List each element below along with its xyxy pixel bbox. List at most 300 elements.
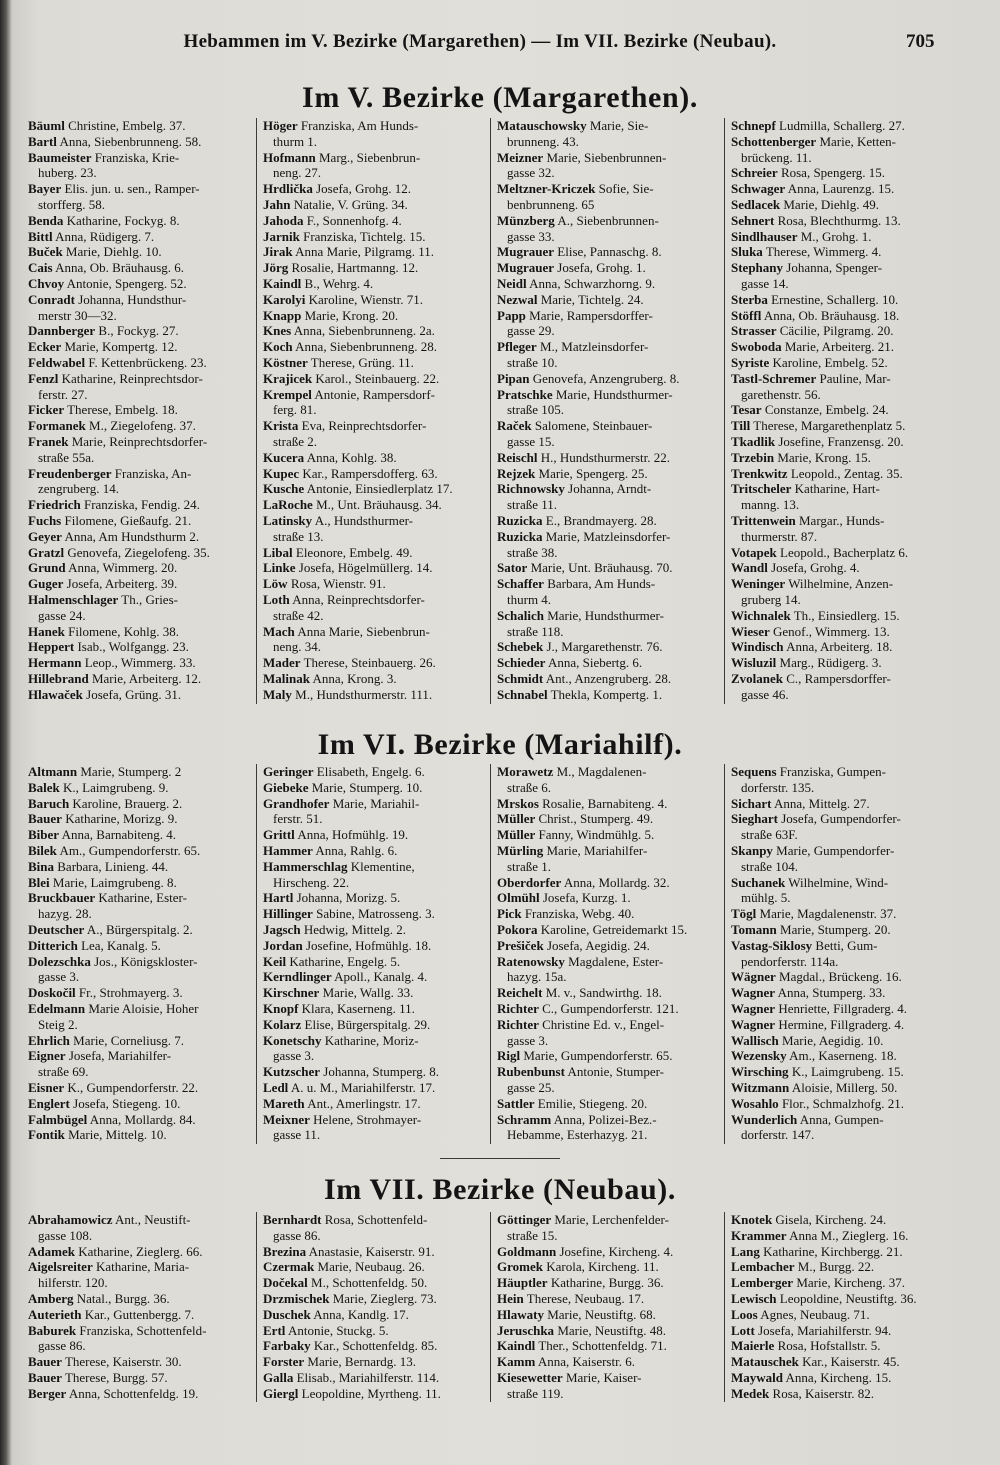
- midwife-name: Votapek: [731, 544, 777, 560]
- directory-entry: [731, 843, 955, 875]
- directory-entry: [263, 954, 487, 970]
- entry-address: Josefa, Mariahilfer-: [68, 1048, 172, 1064]
- directory-entry: [28, 655, 253, 671]
- entry-first-line: [497, 560, 721, 576]
- entry-address: Josefa, Aegidig. 24.: [546, 937, 650, 953]
- midwife-name: Kutzscher: [263, 1064, 321, 1080]
- directory-entry: [497, 1096, 721, 1112]
- midwife-name: Meltzner-Kriczek: [497, 181, 596, 197]
- midwife-name: Grandhofer: [263, 795, 330, 811]
- midwife-name: Mugrauer: [497, 244, 555, 260]
- entry-continuation: neng. 34.: [273, 639, 322, 655]
- entry-first-line: [263, 355, 487, 371]
- entry-first-line: [497, 1096, 721, 1112]
- directory-entry: [731, 1096, 955, 1112]
- directory-entry: [497, 466, 721, 482]
- entry-address: Marie, Kircheng. 37.: [796, 1275, 906, 1291]
- midwife-name: Linke: [263, 560, 296, 576]
- entry-address: Marie, Aegidig. 10.: [781, 1032, 884, 1048]
- entry-first-line: [731, 969, 955, 985]
- directory-entry: [497, 560, 721, 576]
- directory-entry: [263, 1307, 487, 1323]
- entry-address: Josefa, Kurzg. 1.: [542, 890, 631, 906]
- midwife-name: Fuchs: [28, 512, 62, 528]
- entry-address: M. v., Sandwirthg. 18.: [545, 985, 662, 1001]
- midwife-name: Krajicek: [263, 370, 313, 386]
- midwife-name: Reischl: [497, 449, 538, 465]
- entry-continuation: gasse 25.: [507, 1079, 555, 1095]
- entry-first-line: [263, 339, 487, 355]
- entry-address: Marie, Unt. Bräuhausg. 70.: [530, 560, 673, 576]
- entry-address: Marie, Bernardg. 13.: [307, 1354, 417, 1370]
- entry-address: Karoline, Embelg. 52.: [772, 354, 888, 370]
- entry-address: Am., Kaserneng. 18.: [789, 1048, 897, 1064]
- midwife-name: Ruzicka: [497, 512, 543, 528]
- midwife-name: Galla: [263, 1369, 294, 1385]
- directory-entry: [731, 1017, 955, 1033]
- entry-address: Leopoldine, Myrtheng. 11.: [301, 1385, 441, 1401]
- midwife-name: Doskočil: [28, 985, 76, 1001]
- entry-first-line: [497, 118, 721, 134]
- midwife-name: Schramm: [497, 1111, 552, 1127]
- entry-first-line: [731, 1259, 955, 1275]
- midwife-name: Ruzicka: [497, 528, 543, 544]
- entry-address: Kar., Kaiserstr. 45.: [802, 1354, 900, 1370]
- entry-address: Therese, Embelg. 18.: [67, 402, 178, 418]
- entry-address: Helene, Strohmayer-: [313, 1111, 422, 1127]
- directory-entry: [497, 843, 721, 875]
- entry-first-line: [497, 150, 721, 166]
- entry-first-line: [497, 639, 721, 655]
- entry-continuation: gruberg 14.: [741, 591, 801, 607]
- entry-first-line: [731, 513, 955, 529]
- entry-address: Marie, Krong. 15.: [777, 449, 871, 465]
- directory-entry: [731, 1307, 955, 1323]
- midwife-name: Trenkwitz: [731, 465, 788, 481]
- entry-first-line: [263, 687, 487, 703]
- midwife-name: Windisch: [731, 639, 784, 655]
- entry-first-line: [28, 1112, 253, 1128]
- entry-address: Therese, Grüng. 11.: [310, 354, 414, 370]
- entry-address: Johanna, Stumperg. 8.: [323, 1064, 439, 1080]
- midwife-name: Morawetz: [497, 764, 554, 779]
- entry-first-line: [263, 1338, 487, 1354]
- directory-entry: [28, 843, 253, 859]
- midwife-name: Tkadlik: [731, 433, 776, 449]
- entry-first-line: [28, 1307, 253, 1323]
- entry-address: Ernestine, Schallerg. 10.: [771, 291, 899, 307]
- entry-first-line: [731, 1275, 955, 1291]
- midwife-name: Giebeke: [263, 779, 309, 795]
- directory-entry: [497, 811, 721, 827]
- entry-address: Marie, Neustiftg. 48.: [557, 1322, 666, 1338]
- entry-first-line: [497, 764, 721, 780]
- entry-continuation: neng. 27.: [273, 165, 322, 181]
- entry-address: Am., Gumpendorferstr. 65.: [59, 842, 201, 858]
- entry-first-line: [263, 1017, 487, 1033]
- midwife-name: Latinsky: [263, 512, 313, 528]
- entry-address: Marie, Arbeiterg. 21.: [784, 339, 894, 355]
- directory-entry: [497, 1064, 721, 1096]
- entry-continuation: gasse 3.: [507, 1032, 549, 1048]
- directory-entry: [731, 466, 955, 482]
- midwife-name: Bartl: [28, 133, 57, 149]
- midwife-name: Freudenberger: [28, 465, 112, 481]
- entry-first-line: [263, 1212, 487, 1228]
- entry-first-line: [263, 292, 487, 308]
- directory-entry: [28, 560, 253, 576]
- directory-entry: [263, 985, 487, 1001]
- directory-entry: [28, 181, 253, 213]
- directory-entry: [263, 1080, 487, 1096]
- midwife-name: Bauer: [28, 1369, 62, 1385]
- entry-address: Emilie, Stiegeng. 20.: [537, 1095, 648, 1111]
- midwife-name: Jarnik: [263, 228, 300, 244]
- directory-entry: [28, 890, 253, 922]
- midwife-name: Pipan: [497, 370, 530, 386]
- midwife-name: Skanpy: [731, 842, 773, 858]
- directory-entry: [731, 655, 955, 671]
- directory-entry: [28, 1096, 253, 1112]
- midwife-name: Richter: [497, 1016, 539, 1032]
- midwife-name: Eisner: [28, 1079, 65, 1095]
- midwife-name: Häuptler: [497, 1275, 548, 1291]
- midwife-name: Lang: [731, 1243, 760, 1259]
- directory-entry: [497, 922, 721, 938]
- midwife-name: Knes: [263, 323, 292, 339]
- directory-entry: [263, 339, 487, 355]
- entry-first-line: [497, 529, 721, 545]
- directory-entry: [28, 213, 253, 229]
- directory-entry: [731, 118, 955, 134]
- entry-first-line: [28, 260, 253, 276]
- directory-entry: [28, 1127, 253, 1143]
- section-v-column-3: [490, 118, 724, 704]
- directory-entry: [263, 418, 487, 450]
- entry-first-line: [263, 118, 487, 134]
- midwife-name: Lewisch: [731, 1290, 777, 1306]
- directory-entry: [28, 229, 253, 245]
- entry-address: Marie, Diehlg. 10.: [65, 244, 162, 260]
- entry-address: Marie, Reinprechtsdorfer-: [71, 433, 208, 449]
- entry-address: Gisela, Kircheng. 24.: [775, 1212, 887, 1227]
- midwife-name: Schmidt: [497, 670, 544, 686]
- directory-entry: [731, 1291, 955, 1307]
- entry-first-line: [497, 450, 721, 466]
- entry-first-line: [28, 213, 253, 229]
- directory-entry: [731, 811, 955, 843]
- entry-address: Marie Aloisie, Hoher: [88, 1000, 199, 1016]
- directory-entry: [263, 1064, 487, 1080]
- directory-entry: [731, 938, 955, 970]
- entry-address: Josefine, Hofmühlg. 18.: [305, 937, 432, 953]
- entry-first-line: [263, 859, 487, 875]
- directory-entry: [28, 418, 253, 434]
- entry-address: Lea, Kanalg. 5.: [81, 937, 161, 953]
- midwife-name: Schaffer: [497, 576, 544, 592]
- entry-first-line: [28, 811, 253, 827]
- midwife-name: Sator: [497, 560, 528, 576]
- midwife-name: Grund: [28, 560, 66, 576]
- entry-first-line: [497, 260, 721, 276]
- entry-continuation: straße 2.: [273, 433, 318, 449]
- entry-first-line: [263, 418, 487, 434]
- entry-first-line: [263, 560, 487, 576]
- entry-address: Marie, Kaiser-: [565, 1369, 642, 1385]
- entry-continuation: straße 42.: [273, 607, 324, 623]
- entry-continuation: storfferg. 58.: [38, 196, 106, 212]
- midwife-name: Baburek: [28, 1322, 77, 1338]
- directory-entry: [497, 1354, 721, 1370]
- midwife-name: Jirak: [263, 244, 293, 260]
- entry-first-line: [263, 371, 487, 387]
- directory-entry: [28, 466, 253, 498]
- entry-address: Anna, Mollardg. 84.: [89, 1111, 196, 1127]
- entry-first-line: [263, 308, 487, 324]
- midwife-name: Sichart: [731, 795, 772, 811]
- directory-entry: [731, 545, 955, 561]
- entry-address: M., Burgg. 22.: [797, 1259, 875, 1275]
- midwife-name: Pratschke: [497, 386, 553, 402]
- entry-continuation: thurmerstr. 87.: [741, 528, 818, 544]
- entry-first-line: [497, 843, 721, 859]
- directory-entry: [263, 1354, 487, 1370]
- midwife-name: Baruch: [28, 795, 70, 811]
- entry-address: Anna, Barnabiteng. 4.: [61, 827, 177, 843]
- entry-address: Pauline, Mar-: [819, 370, 891, 386]
- directory-entry: [263, 513, 487, 545]
- entry-continuation: gasse 32.: [507, 165, 555, 181]
- directory-entry: [263, 1291, 487, 1307]
- entry-first-line: [731, 843, 955, 859]
- entry-address: Christine Ed. v., Engel-: [542, 1016, 665, 1032]
- midwife-name: Bina: [28, 858, 55, 874]
- midwife-name: Wagner: [731, 1016, 776, 1032]
- midwife-name: Buček: [28, 244, 63, 260]
- entry-first-line: [263, 1291, 487, 1307]
- midwife-name: Keil: [263, 953, 287, 969]
- directory-entry: [731, 1354, 955, 1370]
- entry-first-line: [731, 1291, 955, 1307]
- directory-entry: [731, 229, 955, 245]
- entry-continuation: benbrunneng. 65: [507, 196, 595, 212]
- directory-entry: [497, 387, 721, 419]
- midwife-name: Medek: [731, 1385, 770, 1401]
- midwife-name: Ditterich: [28, 937, 78, 953]
- entry-address: Marie, Corneliusg. 7.: [73, 1032, 184, 1048]
- entry-continuation: straße 11.: [507, 497, 558, 513]
- entry-address: Barbara, Am Hunds-: [547, 576, 656, 592]
- midwife-name: Altmann: [28, 764, 78, 779]
- entry-continuation: huberg. 23.: [38, 165, 97, 181]
- entry-address: Anna, Rahlg. 6.: [315, 842, 398, 858]
- entry-address: C., Gumpendorferstr. 121.: [542, 1000, 679, 1016]
- entry-continuation: thurm 4.: [507, 591, 552, 607]
- directory-entry: [263, 576, 487, 592]
- entry-continuation: mühlg. 5.: [741, 890, 791, 906]
- midwife-name: Reichelt: [497, 985, 543, 1001]
- entry-continuation: ferstr. 51.: [273, 811, 323, 827]
- directory-entry: [731, 985, 955, 1001]
- midwife-name: Hammerschlag: [263, 858, 348, 874]
- directory-entry: [497, 244, 721, 260]
- midwife-name: Richter: [497, 1000, 539, 1016]
- entry-first-line: [497, 576, 721, 592]
- entry-address: Henriette, Fillgraderg. 4.: [778, 1000, 907, 1016]
- midwife-name: Höger: [263, 118, 298, 133]
- directory-entry: [263, 780, 487, 796]
- directory-entry: [263, 181, 487, 197]
- entry-address: Josefine, Franzensg. 20.: [778, 433, 904, 449]
- midwife-name: Sedlacek: [731, 196, 781, 212]
- directory-entry: [497, 481, 721, 513]
- midwife-name: Malinak: [263, 670, 310, 686]
- directory-entry: [731, 513, 955, 545]
- entry-address: Leopoldine, Neustiftg. 36.: [779, 1290, 917, 1306]
- midwife-name: Kucera: [263, 449, 305, 465]
- entry-address: M., Matzleinsdorfer-: [539, 339, 649, 355]
- entry-continuation: straße 15.: [507, 1227, 558, 1243]
- entry-first-line: [731, 308, 955, 324]
- entry-first-line: [28, 1259, 253, 1275]
- midwife-name: Kamm: [497, 1354, 536, 1370]
- entry-first-line: [28, 244, 253, 260]
- midwife-name: Biber: [28, 827, 60, 843]
- midwife-name: Sehnert: [731, 212, 775, 228]
- midwife-name: Loth: [263, 591, 290, 607]
- directory-entry: [263, 1338, 487, 1354]
- entry-address: Anna, Mittelg. 27.: [774, 795, 870, 811]
- midwife-name: Karolyi: [263, 291, 306, 307]
- directory-entry: [731, 165, 955, 181]
- directory-entry: [731, 1244, 955, 1260]
- midwife-name: Bäuml: [28, 118, 65, 133]
- entry-address: Fr., Strohmayerg. 3.: [78, 985, 183, 1001]
- entry-first-line: [28, 875, 253, 891]
- entry-first-line: [28, 796, 253, 812]
- entry-first-line: [731, 244, 955, 260]
- entry-first-line: [497, 827, 721, 843]
- midwife-name: Krammer: [731, 1227, 787, 1243]
- directory-entry: [731, 1386, 955, 1402]
- directory-entry: [28, 1386, 253, 1402]
- entry-first-line: [731, 181, 955, 197]
- midwife-name: Hein: [497, 1290, 524, 1306]
- midwife-name: Wagner: [731, 1000, 776, 1016]
- midwife-name: Suchanek: [731, 874, 786, 890]
- midwife-name: Maierle: [731, 1338, 775, 1354]
- directory-entry: [497, 906, 721, 922]
- entry-continuation: straße 10.: [507, 354, 558, 370]
- entry-first-line: [497, 1370, 721, 1386]
- entry-continuation: straße 55a.: [38, 449, 95, 465]
- entry-first-line: [28, 1212, 253, 1228]
- entry-address: Josefa, Högelmüllerg. 14.: [298, 560, 433, 576]
- directory-entry: [731, 1048, 955, 1064]
- midwife-name: Sieghart: [731, 811, 778, 827]
- entry-first-line: [263, 954, 487, 970]
- directory-entry: [263, 827, 487, 843]
- entry-address: Ludmilla, Schallerg. 27.: [779, 118, 905, 133]
- entry-address: Rosa, Hofstallstr. 5.: [777, 1338, 881, 1354]
- entry-first-line: [28, 890, 253, 906]
- entry-address: Josefa, Grohg. 12.: [316, 181, 412, 197]
- directory-entry: [28, 1112, 253, 1128]
- entry-first-line: [263, 150, 487, 166]
- directory-entry: [731, 639, 955, 655]
- entry-address: Leop., Wimmerg. 33.: [84, 655, 196, 671]
- entry-first-line: [28, 639, 253, 655]
- entry-first-line: [28, 1370, 253, 1386]
- entry-first-line: [731, 1370, 955, 1386]
- midwife-name: Czermak: [263, 1259, 315, 1275]
- entry-address: A., Siebenbrunnen-: [557, 212, 659, 228]
- entry-address: Marie, Arbeiterg. 12.: [91, 670, 202, 686]
- entry-address: Franziska, Tichtelg. 15.: [303, 228, 426, 244]
- entry-first-line: [731, 229, 955, 245]
- entry-first-line: [497, 1354, 721, 1370]
- entry-address: Katharine, Maria-: [95, 1259, 190, 1275]
- entry-first-line: [28, 545, 253, 561]
- directory-entry: [263, 371, 487, 387]
- entry-first-line: [731, 560, 955, 576]
- entry-first-line: [263, 890, 487, 906]
- entry-first-line: [28, 764, 253, 780]
- entry-first-line: [28, 655, 253, 671]
- midwife-name: Schieder: [497, 655, 546, 671]
- midwife-name: Berger: [28, 1385, 67, 1401]
- entry-first-line: [497, 1112, 721, 1128]
- entry-address: Rosa, Spengerg. 15.: [780, 165, 886, 181]
- entry-continuation: straße 69.: [38, 1064, 89, 1080]
- entry-first-line: [731, 576, 955, 592]
- entry-address: Marie, Stumperg. 2: [80, 764, 182, 779]
- entry-first-line: [263, 387, 487, 403]
- entry-address: Franziska, Fendig. 24.: [83, 497, 200, 513]
- entry-address: Rosalie, Hartmanng. 12.: [291, 260, 419, 276]
- entry-first-line: [263, 1064, 487, 1080]
- entry-continuation: straße 105.: [507, 402, 565, 418]
- entry-first-line: [731, 811, 955, 827]
- directory-entry: [497, 687, 721, 703]
- midwife-name: Libal: [263, 544, 293, 560]
- entry-first-line: [263, 1275, 487, 1291]
- entry-first-line: [263, 576, 487, 592]
- directory-entry: [28, 292, 253, 324]
- entry-address: Marie, Zieglerg. 73.: [332, 1290, 437, 1306]
- midwife-name: Heppert: [28, 639, 75, 655]
- entry-continuation: straße 13.: [273, 528, 324, 544]
- entry-address: Rosa, Schottenfeld-: [324, 1212, 428, 1227]
- entry-continuation: dorferstr. 147.: [741, 1127, 815, 1143]
- directory-entry: [731, 339, 955, 355]
- midwife-name: Englert: [28, 1095, 70, 1111]
- midwife-name: Jeruschka: [497, 1322, 555, 1338]
- midwife-name: Rejzek: [497, 465, 536, 481]
- directory-entry: [263, 1112, 487, 1144]
- directory-entry: [263, 922, 487, 938]
- directory-entry: [263, 213, 487, 229]
- directory-entry: [28, 671, 253, 687]
- midwife-name: Bauer: [28, 811, 62, 827]
- midwife-name: Wagner: [731, 985, 776, 1001]
- midwife-name: Zvolanek: [731, 670, 784, 686]
- directory-entry: [28, 576, 253, 592]
- entry-address: Anna, Ob. Bräuhausg. 6.: [55, 260, 185, 276]
- entry-first-line: [28, 985, 253, 1001]
- entry-first-line: [28, 1127, 253, 1143]
- entry-address: Cäcilie, Pilgramg. 20.: [779, 323, 894, 339]
